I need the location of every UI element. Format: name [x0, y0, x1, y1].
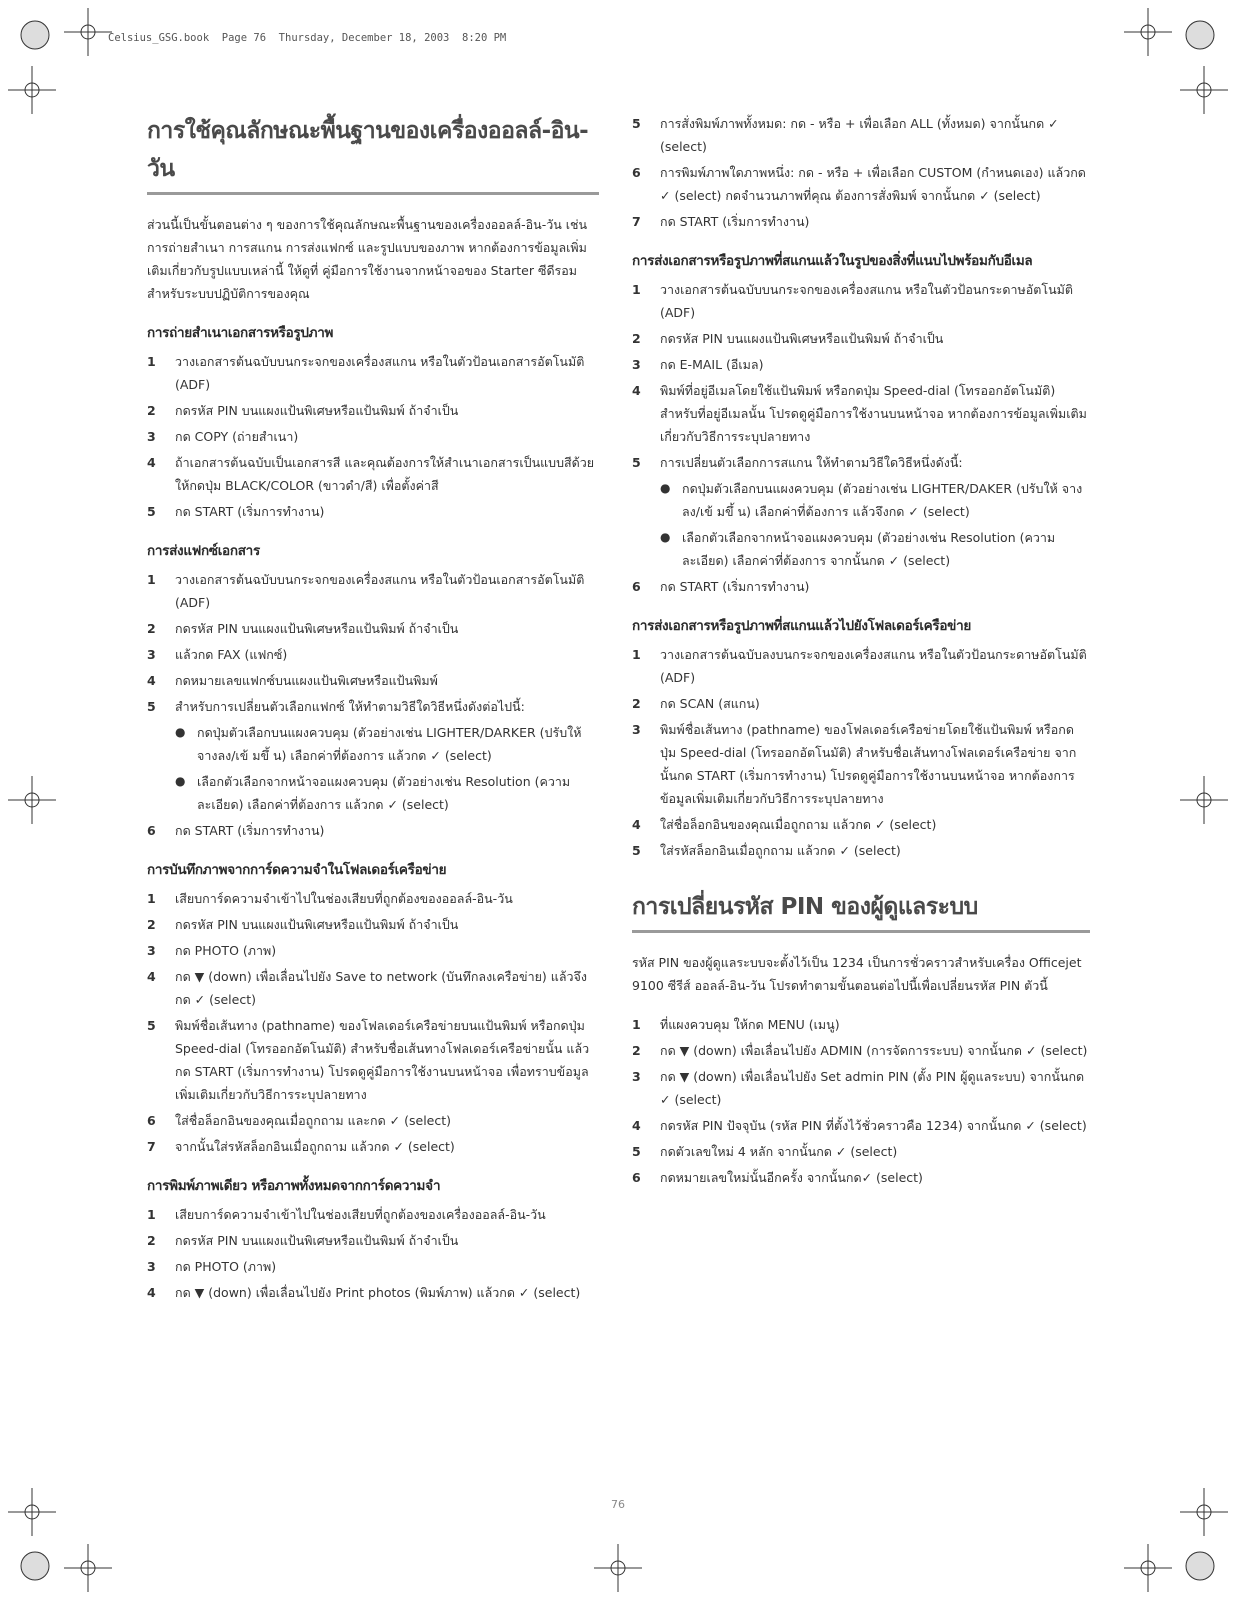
section-heading: การส่งเอกสารหรือรูปภาพที่สแกนแล้วไปยังโฟลเดอร์เครือข่าย	[632, 618, 971, 634]
step-item	[632, 1166, 1090, 1189]
right-column	[632, 112, 1090, 1192]
step-item	[147, 913, 599, 936]
step-text: พิมพ์ชื่อเส้นทาง (pathname) ของโฟลเดอร์เครือข่ายบนแป้นพิมพ์ หรือกดปุ่ม Speed-dial (โทรออกอัตโนมัติ) สำหรับชื่อเส้นทางโฟลเดอร์เครือข่ายนั้น แล้วกด START (เริ่มการทำงาน) โปรดดูคู่มือการใช้งานบนหน้าจอ เพื่อทราบข้อมูลเพิ่มเติมเกี่ยวกับวิธีการระบุปลายทาง	[175, 1018, 590, 1102]
step-item	[147, 425, 599, 448]
bullet-text: เลือกตัวเลือกจากหน้าจอแผงควบคุม (ตัวอย่างเช่น Resolution (ความละเอียด) เลือกค่าที่ต้องการ จากนั้นกด ✓ (select)	[682, 530, 1056, 568]
section-heading: การส่งเอกสารหรือรูปภาพที่สแกนแล้วในรูปของสิ่งที่แนบไปพร้อมกับอีเมล	[632, 253, 1033, 269]
step-text: การเปลี่ยนตัวเลือกการสแกน ให้ทำตามวิธีใดวิธีหนึ่งดังนี้:	[660, 455, 963, 470]
intro-paragraph: ส่วนนี้เป็นขั้นตอนต่าง ๆ ของการใช้คุณลักษณะพื้นฐานของเครื่องออลล์-อิน-วัน เช่น การถ่ายสำเนา การสแกน การส่งแฟกซ์ และรูปแบบของภาพ หากต้องการข้อมูลเพิ่มเติมเกี่ยวกับรูปแบบเหล่านี้ ให้ดูที่ คู่มือการใช้งานจากหน้าจอของ Starter ซีดีรอม สำหรับระบบปฏิบัติการของคุณ	[147, 217, 588, 301]
step-text: กดตัวเลขใหม่ 4 หลัก จากนั้นกด ✓ (select)	[660, 1144, 898, 1159]
step-text: กด START (เริ่มการทำงาน)	[660, 579, 810, 594]
step-item	[147, 1014, 599, 1106]
step-item	[147, 939, 599, 962]
section-heading: การส่งแฟกซ์เอกสาร	[147, 543, 260, 559]
step-item	[632, 839, 1090, 862]
step-number: 5	[632, 116, 641, 131]
step-text: กดรหัส PIN บนแผงแป้นพิเศษหรือแป้นพิมพ์ ถ้าจำเป็น	[660, 331, 944, 346]
step-list	[147, 1203, 599, 1304]
step-text: กด ▼ (down) เพื่อเลื่อนไปยัง Save to network (บันทึกลงเครือข่าย) แล้วจึงกด ✓ (select)	[175, 969, 587, 1007]
step-item	[147, 1109, 599, 1132]
step-item	[632, 327, 1090, 350]
step-item	[632, 1114, 1090, 1137]
step-number: 1	[632, 282, 641, 297]
step-text: กดรหัส PIN บนแผงแป้นพิเศษหรือแป้นพิมพ์ ถ้าจำเป็น	[175, 1233, 459, 1248]
left-column	[147, 112, 599, 1307]
step-item	[147, 1203, 599, 1226]
continued-steps	[632, 112, 1090, 233]
step-list	[632, 643, 1090, 862]
bullet-item	[147, 721, 599, 767]
step-text: แล้วกด FAX (แฟกซ์)	[175, 647, 288, 662]
step-number: 7	[632, 214, 641, 229]
step-text: ถ้าเอกสารต้นฉบับเป็นเอกสารสี และคุณต้องการให้สำเนาเอกสารเป็นแบบสีด้วย ให้กดปุ่ม BLACK/COLOR (ขาวดำ/สี) เพื่อตั้งค่าสี	[175, 455, 595, 493]
step-number: 6	[147, 823, 156, 838]
step-text: เสียบการ์ดความจำเข้าไปในช่องเสียบที่ถูกต้องของออลล์-อิน-วัน	[175, 891, 513, 906]
step-item	[632, 692, 1090, 715]
step-item	[147, 451, 599, 497]
step-item	[147, 1255, 599, 1278]
step-item	[632, 210, 1090, 233]
step-list	[147, 887, 599, 1158]
step-text: พิมพ์ชื่อเส้นทาง (pathname) ของโฟลเดอร์เครือข่ายโดยใช้แป้นพิมพ์ หรือกดปุ่ม Speed-dial (โทรออกอัตโนมัติ) สำหรับชื่อเส้นทางโฟลเดอร์เครือข่าย จากนั้นกด START (เริ่มการทำงาน) โปรดดูคู่มือการใช้งานบนหน้าจอ หากต้องการข้อมูลเพิ่มเติมเกี่ยวกับวิธีการระบุปลายทาง	[660, 722, 1077, 806]
step-item	[632, 575, 1090, 598]
step-item	[632, 112, 1090, 158]
step-number: 7	[147, 1139, 156, 1154]
step-number: 5	[632, 1144, 641, 1159]
step-number: 4	[632, 817, 641, 832]
step-number: 3	[632, 722, 641, 737]
step-item	[147, 1135, 599, 1158]
step-text: กดรหัส PIN บนแผงแป้นพิเศษหรือแป้นพิมพ์ ถ้าจำเป็น	[175, 403, 459, 418]
bullet-dot-icon: ●	[660, 530, 671, 544]
step-item	[147, 887, 599, 910]
bullet-dot-icon: ●	[660, 481, 671, 495]
step-number: 4	[147, 673, 156, 688]
step-number: 1	[632, 647, 641, 662]
step-item	[632, 1065, 1090, 1111]
step-text: กด PHOTO (ภาพ)	[175, 1259, 277, 1274]
page-title: การใช้คุณลักษณะพื้นฐานของเครื่องออลล์-อิน-วัน	[147, 118, 589, 182]
pin-steps	[632, 1013, 1090, 1189]
bullet-item	[147, 770, 599, 816]
step-number: 2	[147, 403, 156, 418]
step-item	[632, 278, 1090, 324]
page-number: 76	[611, 1498, 625, 1511]
step-number: 4	[632, 383, 641, 398]
step-number: 6	[632, 165, 641, 180]
step-number: 5	[632, 843, 641, 858]
step-number: 5	[147, 504, 156, 519]
step-item	[632, 718, 1090, 810]
step-number: 3	[632, 1069, 641, 1084]
bullet-dot-icon: ●	[175, 774, 186, 788]
step-text: กด SCAN (สแกน)	[660, 696, 760, 711]
step-item	[632, 643, 1090, 689]
step-text: พิมพ์ที่อยู่อีเมลโดยใช้แป้นพิมพ์ หรือกดปุ่ม Speed-dial (โทรออกอัตโนมัติ) สำหรับที่อยู่อีเมลนั้น โปรดดูคู่มือการใช้งานบนหน้าจอ หากต้องการข้อมูลเพิ่มเติมเกี่ยวกับวิธีการระบุปลายทาง	[660, 383, 1087, 444]
step-number: 1	[632, 1017, 641, 1032]
step-number: 1	[147, 891, 156, 906]
step-item	[147, 1281, 599, 1304]
step-item	[632, 1140, 1090, 1163]
step-number: 1	[147, 572, 156, 587]
step-number: 4	[147, 969, 156, 984]
step-number: 2	[632, 331, 641, 346]
pin-title: การเปลี่ยนรหัส PIN ของผู้ดูแลระบบ	[632, 894, 978, 920]
step-number: 2	[632, 696, 641, 711]
step-text: กด ▼ (down) เพื่อเลื่อนไปยัง Print photos (พิมพ์ภาพ) แล้วกด ✓ (select)	[175, 1285, 581, 1300]
step-item	[632, 451, 1090, 474]
step-text: กด ▼ (down) เพื่อเลื่อนไปยัง ADMIN (การจัดการระบบ) จากนั้นกด ✓ (select)	[660, 1043, 1088, 1058]
step-number: 3	[147, 429, 156, 444]
step-number: 2	[147, 917, 156, 932]
step-item	[147, 1229, 599, 1252]
step-number: 5	[632, 455, 641, 470]
step-number: 4	[632, 1118, 641, 1133]
step-text: การสั่งพิมพ์ภาพทั้งหมด: กด - หรือ + เพื่อเลือก ALL (ทั้งหมด) จากนั้นกด ✓ (select)	[660, 116, 1059, 154]
step-item	[632, 353, 1090, 376]
step-text: ที่แผงควบคุม ให้กด MENU (เมนู)	[660, 1017, 840, 1032]
step-number: 6	[147, 1113, 156, 1128]
bullet-text: เลือกตัวเลือกจากหน้าจอแผงควบคุม (ตัวอย่างเช่น Resolution (ความละเอียด) เลือกค่าที่ต้องการ แล้วกด ✓ (select)	[197, 774, 571, 812]
bullet-list	[632, 477, 1090, 572]
step-text: ใส่ชื่อล็อกอินของคุณเมื่อถูกถาม และกด ✓ (select)	[175, 1113, 452, 1128]
step-number: 2	[147, 1233, 156, 1248]
step-number: 2	[147, 621, 156, 636]
step-item	[147, 617, 599, 640]
step-text: กดหมายเลขใหม่นั้นอีกครั้ง จากนั้นกด✓ (select)	[660, 1170, 923, 1185]
pin-title-rule	[632, 930, 1090, 933]
section-heading: การบันทึกภาพจากการ์ดความจำในโฟลเดอร์เครือข่าย	[147, 862, 447, 878]
step-item	[147, 669, 599, 692]
section-heading: การถ่ายสำเนาเอกสารหรือรูปภาพ	[147, 325, 334, 341]
step-item	[632, 379, 1090, 448]
step-text: กดรหัส PIN บนแผงแป้นพิเศษหรือแป้นพิมพ์ ถ้าจำเป็น	[175, 621, 459, 636]
step-number: 6	[632, 579, 641, 594]
step-number: 3	[147, 647, 156, 662]
step-item	[147, 819, 599, 842]
step-item	[147, 643, 599, 666]
step-item	[147, 350, 599, 396]
step-text: วางเอกสารต้นฉบับลงบนกระจกของเครื่องสแกน หรือในตัวป้อนกระดาษอัตโนมัติ (ADF)	[660, 647, 1087, 685]
step-number: 5	[147, 699, 156, 714]
step-number: 1	[147, 354, 156, 369]
step-number: 4	[147, 1285, 156, 1300]
step-number: 3	[147, 1259, 156, 1274]
pin-intro: รหัส PIN ของผู้ดูแลระบบจะตั้งไว้เป็น 1234 เป็นการชั่วคราวสำหรับเครื่อง Officejet 9100 ซีรีส์ ออลล์-อิน-วัน โปรดทำตามขั้นตอนต่อไปนี้เพื่อเปลี่ยนรหัส PIN ตัวนี้	[632, 955, 1082, 993]
bullet-text: กดปุ่มตัวเลือกบนแผงควบคุม (ตัวอย่างเช่น LIGHTER/DAKER (ปรับให้ จางลง/เข้ มขึ้ น) เลือกค่าที่ต้องการ แล้วจึงกด ✓ (select)	[682, 481, 1083, 519]
title-rule	[147, 192, 599, 195]
step-text: กด START (เริ่มการทำงาน)	[175, 823, 325, 838]
step-item	[147, 500, 599, 523]
step-text: ใส่รหัสล็อกอินเมื่อถูกถาม แล้วกด ✓ (select)	[660, 843, 901, 858]
step-list	[147, 819, 599, 842]
bullet-dot-icon: ●	[175, 725, 186, 739]
step-list	[632, 575, 1090, 598]
bullet-text: กดปุ่มตัวเลือกบนแผงควบคุม (ตัวอย่างเช่น LIGHTER/DARKER (ปรับให้ จางลง/เข้ มขึ้ น) เลือกค่าที่ต้องการ แล้วกด ✓ (select)	[197, 725, 582, 763]
step-text: วางเอกสารต้นฉบับบนกระจกของเครื่องสแกน หรือในตัวป้อนเอกสารอัตโนมัติ (ADF)	[175, 572, 585, 610]
step-text: กด PHOTO (ภาพ)	[175, 943, 277, 958]
step-text: วางเอกสารต้นฉบับบนกระจกของเครื่องสแกน หรือในตัวป้อนเอกสารอัตโนมัติ (ADF)	[175, 354, 585, 392]
step-number: 3	[147, 943, 156, 958]
step-text: ใส่ชื่อล็อกอินของคุณเมื่อถูกถาม แล้วกด ✓ (select)	[660, 817, 937, 832]
step-text: กด ▼ (down) เพื่อเลื่อนไปยัง Set admin PIN (ตั้ง PIN ผู้ดูแลระบบ) จากนั้นกด ✓ (select)	[660, 1069, 1085, 1107]
step-text: เสียบการ์ดความจำเข้าไปในช่องเสียบที่ถูกต้องของเครื่องออลล์-อิน-วัน	[175, 1207, 546, 1222]
step-text: กดรหัส PIN บนแผงแป้นพิเศษหรือแป้นพิมพ์ ถ้าจำเป็น	[175, 917, 459, 932]
step-list	[632, 278, 1090, 474]
step-text: กดหมายเลขแฟกซ์บนแผงแป้นพิเศษหรือแป้นพิมพ์	[175, 673, 438, 688]
bullet-item	[632, 526, 1090, 572]
step-text: กด START (เริ่มการทำงาน)	[660, 214, 810, 229]
step-number: 6	[632, 1170, 641, 1185]
step-text: กด START (เริ่มการทำงาน)	[175, 504, 325, 519]
step-list	[147, 568, 599, 718]
step-text: สำหรับการเปลี่ยนตัวเลือกแฟกซ์ ให้ทำตามวิธีใดวิธีหนึ่งดังต่อไปนี้:	[175, 699, 525, 714]
step-item	[632, 161, 1090, 207]
step-number: 3	[632, 357, 641, 372]
step-number: 4	[147, 455, 156, 470]
bullet-item	[632, 477, 1090, 523]
bullet-list	[147, 721, 599, 816]
step-text: วางเอกสารต้นฉบับบนกระจกของเครื่องสแกน หรือในตัวป้อนกระดาษอัตโนมัติ (ADF)	[660, 282, 1074, 320]
step-number: 5	[147, 1018, 156, 1033]
section-heading: การพิมพ์ภาพเดียว หรือภาพทั้งหมดจากการ์ดความจำ	[147, 1178, 441, 1194]
step-item	[147, 965, 599, 1011]
step-item	[147, 399, 599, 422]
left-sections	[147, 321, 599, 1304]
step-item	[147, 695, 599, 718]
step-item	[632, 1013, 1090, 1036]
step-number: 2	[632, 1043, 641, 1058]
step-text: กด COPY (ถ่ายสำเนา)	[175, 429, 299, 444]
step-text: การพิมพ์ภาพใดภาพหนึ่ง: กด - หรือ + เพื่อเลือก CUSTOM (กำหนดเอง) แล้วกด ✓ (select) กดจำนวนภาพที่คุณ ต้องการสั่งพิมพ์ จากนั้นกด ✓ (select)	[660, 165, 1086, 203]
print-header: Celsius_GSG.book Page 76 Thursday, December 18, 2003 8:20 PM	[108, 32, 507, 44]
step-item	[632, 813, 1090, 836]
step-item	[632, 1039, 1090, 1062]
step-item	[147, 568, 599, 614]
step-text: จากนั้นใส่รหัสล็อกอินเมื่อถูกถาม แล้วกด ✓ (select)	[175, 1139, 455, 1154]
step-text: กดรหัส PIN ปัจจุบัน (รหัส PIN ที่ตั้งไว้ชั่วคราวคือ 1234) จากนั้นกด ✓ (select)	[660, 1118, 1087, 1133]
right-sections	[632, 249, 1090, 862]
step-list	[147, 350, 599, 523]
step-number: 1	[147, 1207, 156, 1222]
step-text: กด E-MAIL (อีเมล)	[660, 357, 764, 372]
